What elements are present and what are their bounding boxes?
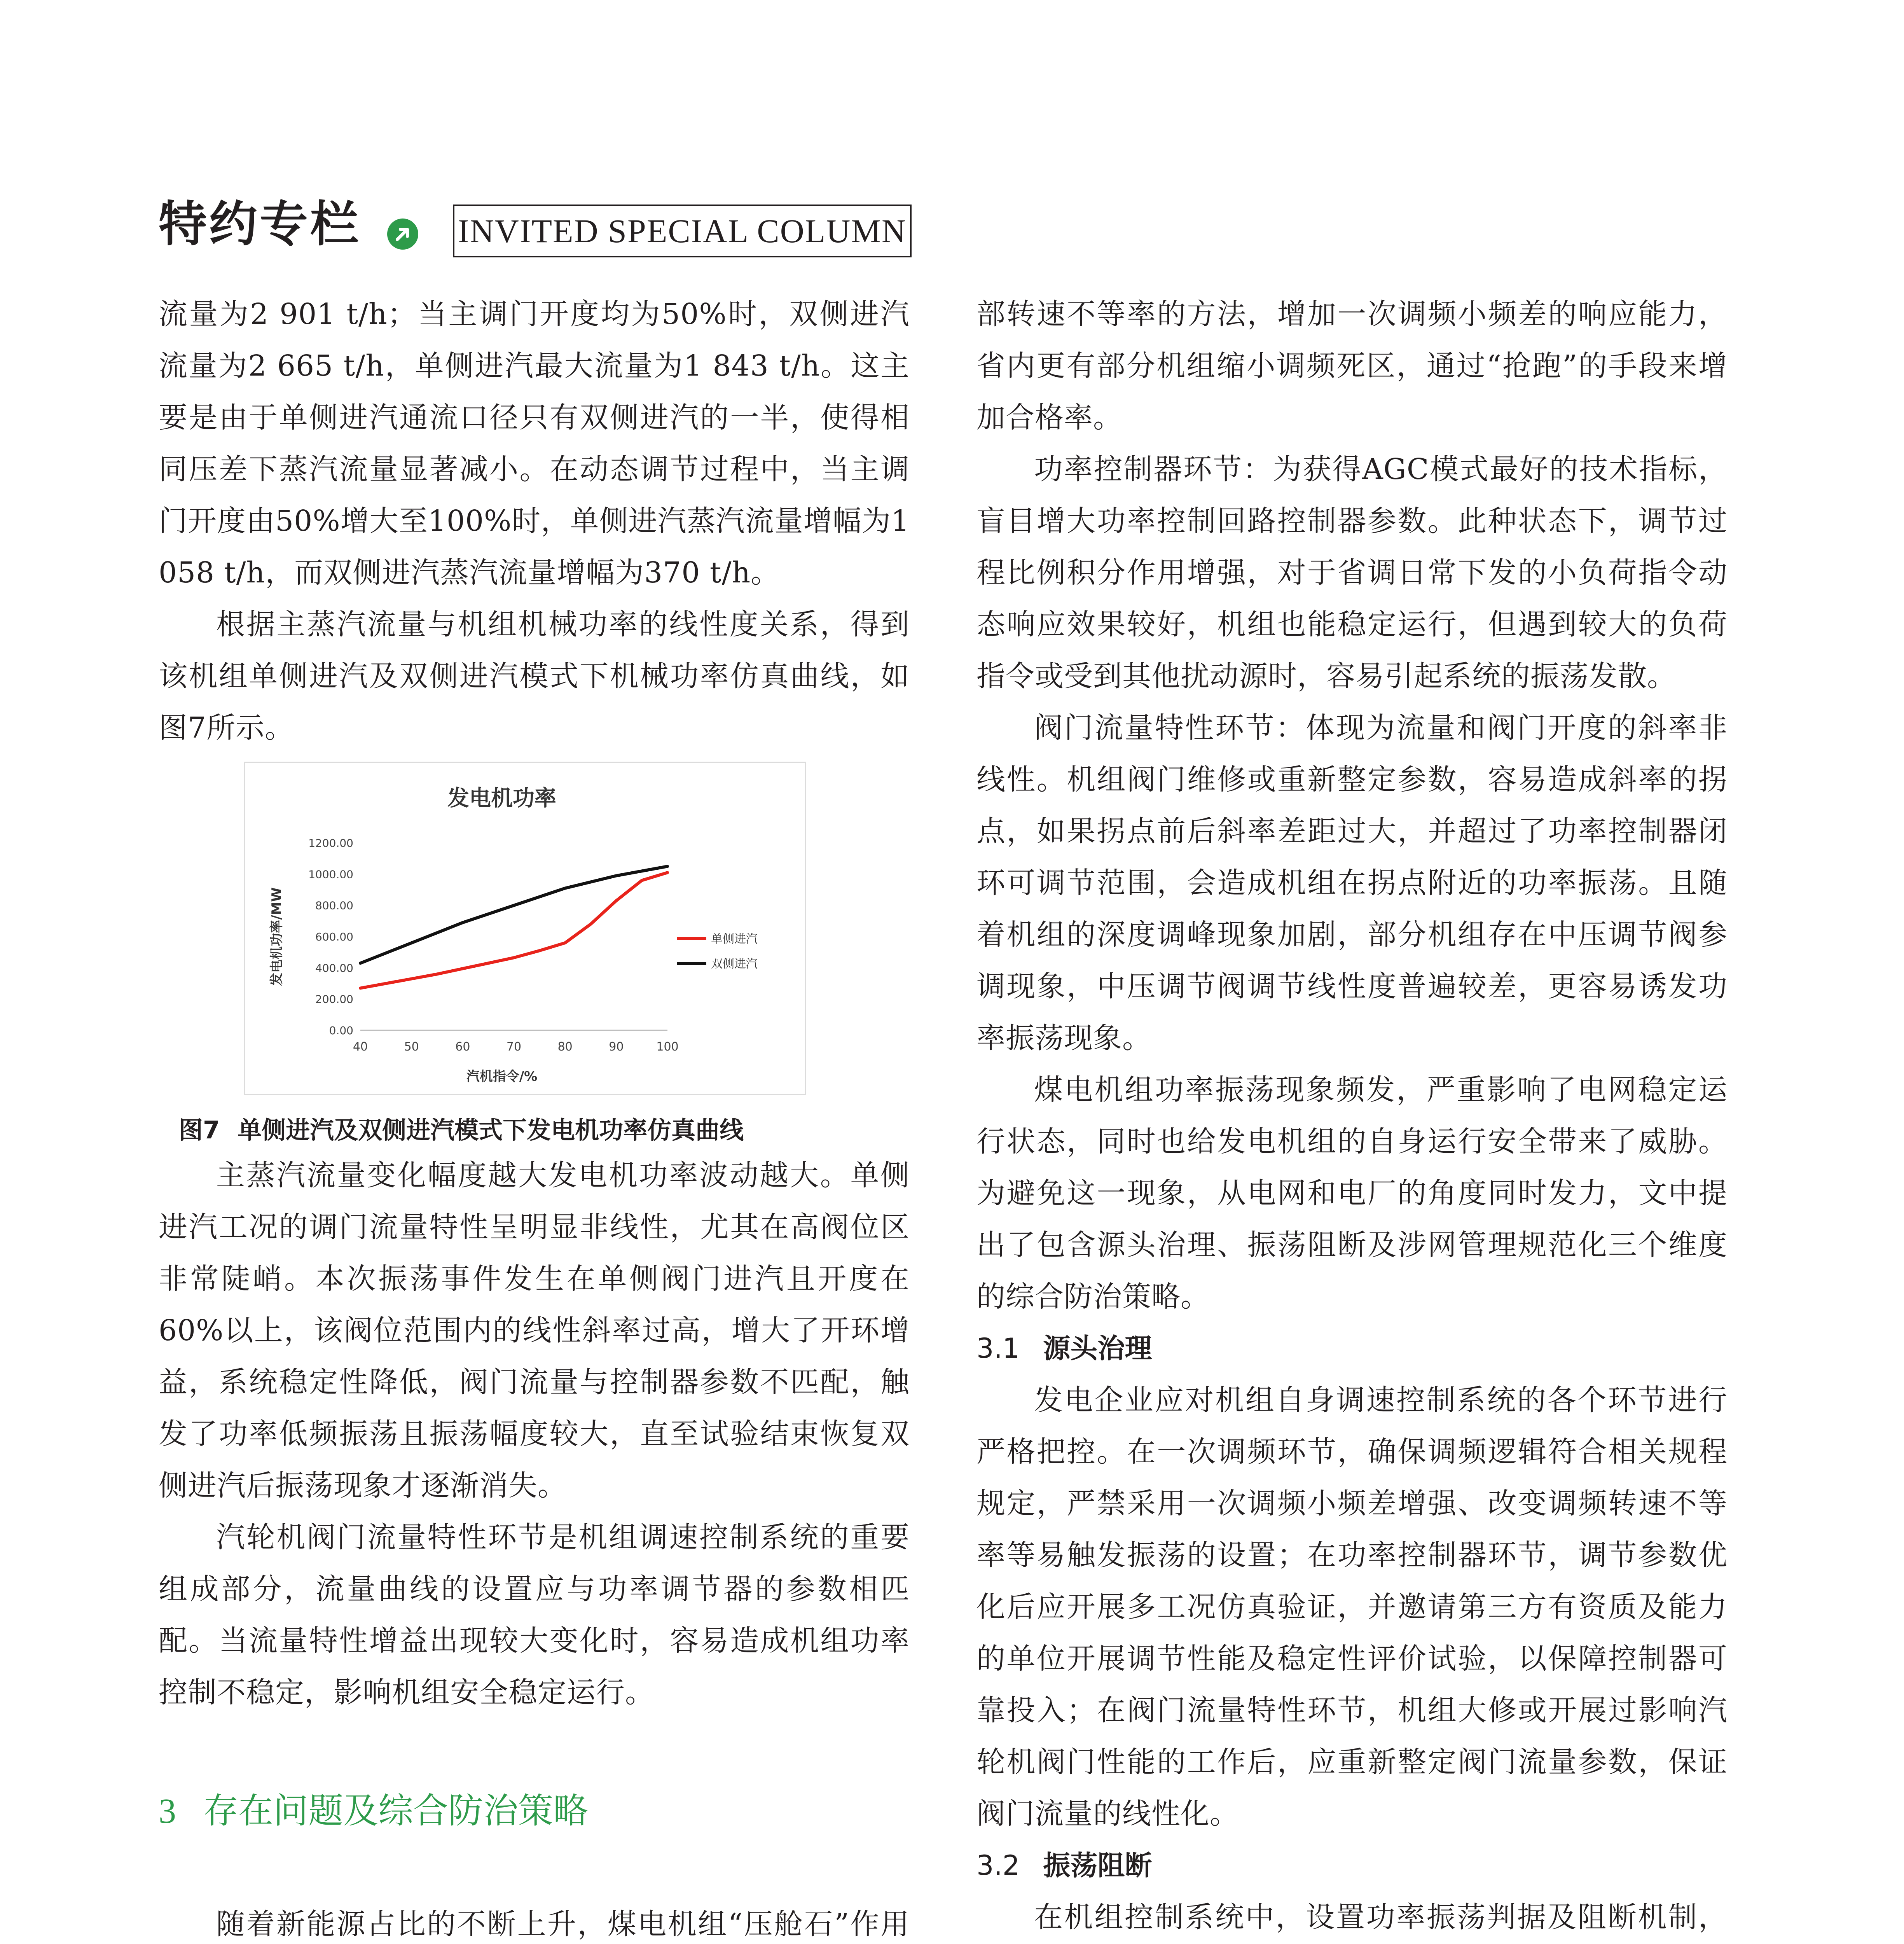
y-tick-label: 200.00 [315,993,353,1006]
y-tick-label: 1200.00 [308,837,353,850]
x-tick-label: 50 [404,1040,419,1054]
subsection-number: 3.2 [976,1850,1020,1881]
paragraph: 流量为2 901 t/h；当主调门开度均为50%时，双侧进汽流量为2 665 t/h，单侧进汽最大流量为1 843 t/h。这主要是由于单侧进汽通流口径只有双侧进汽的一半，使得相同压差下蒸汽流量显著减小。在动态调节过程中，当主调门开度由50%增大至100%时，单侧进汽蒸汽流量增幅为1 058 t/h，而双侧进汽蒸汽流量增幅为370 t/h。 [159,297,910,589]
paragraph [976,1892,1728,1944]
x-tick-label: 70 [506,1040,522,1054]
paragraph: 汽轮机阀门流量特性环节是机组调速控制系统的重要组成部分，流量曲线的设置应与功率调节器的参数相匹配。当流量特性增益出现较大变化时，容易造成机组功率控制不稳定，影响机组安全稳定运行。 [159,1521,910,1709]
paragraph: 煤电机组功率振荡现象频发，严重影响了电网稳定运行状态，同时也给发电机组的自身运行安全带来了威胁。为避免这一现象，从电网和电厂的角度同时发力，文中提出了包含源头治理、振荡阻断及涉网管理规范化三个维度的综合防治策略。 [976,1073,1728,1313]
subsection-heading [976,1840,1728,1892]
legend-label: 双侧进汽 [711,957,758,971]
paragraph-text: 在机组控制系统中，设置功率振荡判据及阻断机制， [1034,1900,1728,1934]
paragraph: 阀门流量特性环节：体现为流量和阀门开度的斜率非线性。机组阀门维修或重新整定参数，容易造成斜率的拐点，如果拐点前后斜率差距过大，并超过了功率控制器闭环可调节范围，会造成机组在拐点附近的功率振荡。且随着机组的深度调峰现象加剧，部分机组存在中压调节阀参调现象，中压调节阀调节线性度普遍较差，更容易诱发功率振荡现象。 [976,711,1728,1055]
series-line-2 [360,866,667,963]
series-line-1 [360,872,667,988]
figure-7-chart [244,762,806,1095]
figure-caption-text: 单侧进汽及双侧进汽模式下发电机功率仿真曲线 [238,1116,744,1144]
y-tick-label: 600.00 [315,930,353,943]
paragraph: 部转速不等率的方法，增加一次调频小频差的响应能力，省内更有部分机组缩小调频死区，通过“抢跑”的手段来增加合格率。 [976,297,1728,434]
section-heading [159,1788,910,1835]
section-title: 存在问题及综合防治策略 [203,1790,588,1831]
column-badge: INVITED SPECIAL COLUMN [453,205,912,257]
subsection-title: 源头治理 [1043,1332,1152,1364]
paragraph: 根据主蒸汽流量与机组机械功率的线性度关系，得到该机组单侧进汽及双侧进汽模式下机械功率仿真曲线，如图7所示。 [159,608,910,745]
x-tick-label: 80 [557,1040,573,1054]
section-number: 3 [159,1792,176,1830]
column-title: 特约专栏 [159,196,361,252]
paragraph: 主蒸汽流量变化幅度越大发电机功率波动越大。单侧进汽工况的调门流量特性呈明显非线性，尤其在高阀位区非常陡峭。本次振荡事件发生在单侧阀门进汽且开度在60%以上，该阀位范围内的线性斜率过高，增大了开环增益，系统稳定性降低，阀门流量与控制器参数不匹配，触发了功率低频振荡且振荡幅度较大，直至试验结束恢复双侧进汽后振荡现象才逐渐消失。 [159,1159,910,1502]
subsection-number: 3.1 [976,1332,1020,1364]
paragraph: 随着新能源占比的不断上升，煤电机组“压舱石”作用 [216,1907,910,1941]
paragraph: 功率控制器环节：为获得AGC模式最好的技术指标，盲目增大功率控制回路控制器参数。此种状态下，调节过程比例积分作用增强，对于省调日常下发的小负荷指令动态响应效果较好，机组也能稳定运行，但遇到较大的负荷指令或受到其他扰动源时，容易引起系统的振荡发散。 [976,453,1728,693]
subsection-heading [976,1323,1728,1374]
arrow-circle-icon [386,218,419,250]
x-tick-label: 60 [455,1040,470,1054]
y-tick-label: 400.00 [315,962,353,975]
x-axis-label: 汽机指令/% [466,1069,538,1084]
paragraph: 发电企业应对机组自身调速控制系统的各个环节进行严格把控。在一次调频环节，确保调频逻辑符合相关规程规定，严禁采用一次调频小频差增强、改变调频转速不等率等易触发振荡的设置；在功率控制器环节，调节参数优化后应开展多工况仿真验证，并邀请第三方有资质及能力的单位开展调节性能及稳定性评价试验，以保障控制器可靠投入；在阀门流量特性环节，机组大修或开展过影响汽轮机阀门性能的工作后，应重新整定阀门流量参数，保证阀门流量的线性化。 [976,1383,1728,1830]
y-tick-label: 0.00 [329,1024,353,1037]
x-tick-label: 100 [656,1040,679,1054]
y-tick-label: 1000.00 [308,868,353,881]
chart-title: 发电机功率 [447,786,556,811]
y-axis-label: 发电机功率/MW [269,887,285,986]
figure-caption [179,1111,910,1150]
x-tick-label: 90 [609,1040,624,1054]
legend-label: 单侧进汽 [711,932,758,946]
subsection-title: 振荡阻断 [1043,1850,1152,1881]
x-tick-label: 40 [353,1040,368,1054]
y-tick-label: 800.00 [315,899,353,912]
left-column [159,288,910,1944]
power-chart [245,763,805,1094]
figure-number: 图7 [179,1116,220,1144]
right-column [976,288,1728,1944]
